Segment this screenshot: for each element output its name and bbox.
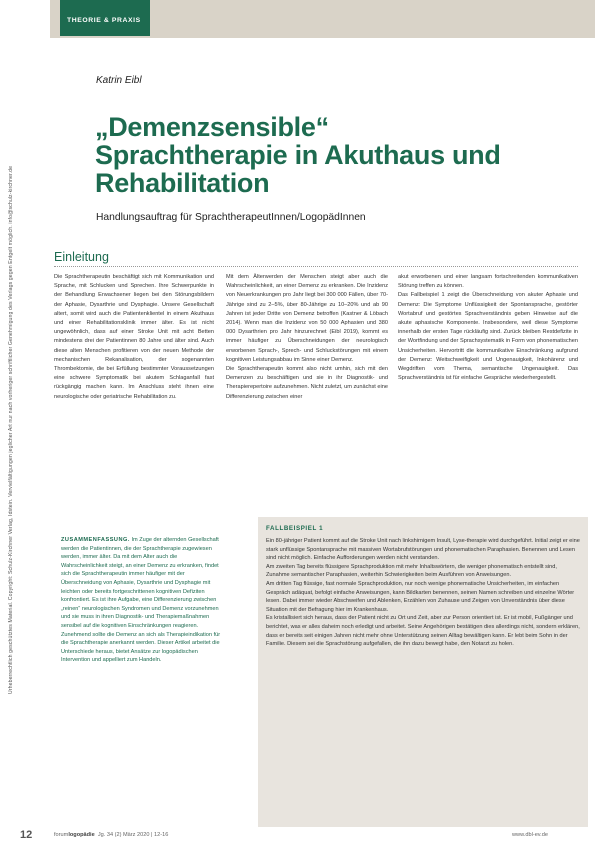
page-number: 12 [20,829,33,841]
article-subtitle: Handlungsauftrag für SprachtherapeutInnen/LogopädInnen [96,212,366,223]
summary-block [61,536,223,665]
section-label: THEORIE & PRAXIS [67,17,141,24]
author-name: Katrin Eibl [96,75,142,86]
body-column-3 [398,273,578,383]
case-paragraph: Am zweiten Tag bereits flüssigere Sprachproduktion mit mehr Inhaltswörtern, die weniger phonematisch entstellt sind, Zunahme semantischer Paraphasien, weiterhin Schwierigkeiten beim Ausführen von Anweisungen. [266,563,557,579]
summary-heading: ZUSAMMENFASSUNG. [61,537,130,543]
body-column-2 [226,273,388,402]
journal-prefix: forum [54,832,69,838]
copyright-notice: Urheberrechtlich geschütztes Material. Copyright: Schulz-Kirchner Verlag, Idstein. Vervielfältigungen jeglicher Art nur nach vorheriger schriftlicher Genehmigung des Verlags gegen Entgelt möglich. info@schulz-kirchner.de [8,165,14,695]
case-paragraph: Es kristallisiert sich heraus, dass der Patient nicht zu Ort und Zeit, aber zur Person orientiert ist. Er ist mobil, Fußgänger und berichtet, was er alles daheim noch erledigt und arbeitet. Seine Angehörigen bestätigen dies allerdings nicht, sondern erklären, dass er bereits seit einigen Jahren nicht mehr ohne Unterstützung seinen Alltag bewältigen kann. Er lebt beim Sohn in der Familie. Diesem sei die Sprachstörung aufgefallen, die ihn dazu bewegt habe, den Notarzt zu holen. [266,615,580,648]
paragraph: Die Sprachtherapeutin kommt also nicht umhin, sich mit den Demenzen zu beschäftigen und sie in ihr Diagnostik- und Therapierepertoire aufzunehmen. Nicht zuletzt, um zunächst eine Differenzierung zwischen einer [226,366,388,400]
paragraph: Das Fallbeispiel 1 zeigt die Überschneidung von akuter Aphasie und Demenz: Die Symptome Unflüssigkeit der Spontansprache, gestörter Wortabruf und gestörtes Sprachverständnis geben Hinweise auf die akute aphasische Komponente. Insbesondere, weil diese Symptome innerhalb der ersten Tage rückläufig sind. Zurück bleiben Restdefizite in der Wortfindung und der Sprachsystematik in Form von phonematischen Unsicherheiten. Hervortritt die kommunikative Einschränkung aufgrund der Demenz: Weitschweifigkeit und Ungenauigkeit, Inkohärenz und Wegdriften vom Thema, semantische Ungenauigkeit. Das Sprachverständnis ist für einfache Gespräche wiederhergestellt. [398,292,578,382]
section-divider [54,266,578,267]
case-example-text [266,537,582,649]
publisher-url: www.dbl-ev.de [512,832,548,838]
journal-citation [54,832,168,838]
paragraph: Mit dem Älterwerden der Menschen steigt aber auch die Wahrscheinlichkeit, an einer Demenz zu erkranken. Die Inzidenz von Neuerkrankungen pro Jahr liegt bei 300 000 Fällen, über 70-Jährige sind zu 2–5%, über 80-Jährige zu 10–20% und ab 90 Jahren ist jeder Dritte von Demenz betroffen (Kastner & Löbach 2014). Wenn man die Inzidenz von 50 000 Aphasien und 380 000 Dysarthrien pro Jahr hinzurechnet (Eibl 2019), kommt es immer häufiger zu Überschneidungen der neurologisch erworbenen Sprach-, Sprech- und Schluckstörungen mit einem kognitiven Leistungsabbau im Sinne einer Demenz. [226,274,388,363]
article-title: „Demenzsensible“ Sprachtherapie in Akuthaus und Rehabilitation [95,112,501,198]
journal-brand: logopädie [68,832,95,838]
copyright-sidebar [0,0,24,842]
intro-heading: Einleitung [54,250,109,264]
body-column-1 [54,273,214,402]
case-paragraph: Am dritten Tag flüssige, fast normale Sprachproduktion, nur noch wenige phonematische Unsicherheiten, im einfachen Gespräch adäquat, befolgt einfache Anweisungen, kann Bildkarten benennen, seinen Namen schreiben und einzelne Wörter lesen. Dabei immer wieder Abschweifen und Ablenken, Erzählen von Zuhause und Zeigen von Unverständnis über diese Situation mit der Befragung hier im Krankenhaus. [266,580,575,613]
case-paragraph: Ein 80-jähriger Patient kommt auf die Stroke Unit nach linkshirnigem Insult, Lyse-therapie wird durchgeführt. Initial zeigt er eine stark unflüssige Spontansprache mit massiven Wortabrufstörungen und phonematischen Paraphasien. Benennen und Lesen sind nicht möglich. Einfache Aufforderungen werden nicht verstanden. [266,538,580,562]
case-example-heading: FALLBEISPIEL 1 [266,525,324,532]
summary-text: Im Zuge der alternden Gesellschaft werden die Patientinnen, die der Sprachtherapie zugewiesen werden, immer älter. Da mit dem Alter auch die Wahrscheinlichkeit steigt, an einer Demenz zu erkranken, findet sich die Sprachtherapeutin immer häufiger mit der Überschneidung von Aphasie, Dysarthrie und Dysphagie mit leichten oder bereits fortgeschrittenen kognitiven Defiziten konfrontiert. Es ist ihre Aufgabe, eine Differenzierung zwischen „reinen“ neurologischen Syndromen und Demenz vorzunehmen und sie muss in ihren Diagnostik- und Therapiemaßnahmen sensibel auf die kognitiven Einschränkungen reagieren. Zunehmend sollte die Demenz an sich als Therapieindikation für die Sprachtherapie anerkannt werden. Dieser Artikel arbeitet die Unterschiede heraus, bietet Ansätze zur logopädischen Intervention und appelliert zum Handeln. [61,537,221,664]
paragraph: akut erworbenen und einer langsam fortschreitenden kommunikativen Störung treffen zu können. [398,274,578,290]
paragraph: Die Sprachtherapeutin beschäftigt sich mit Kommunikation und Sprache, mit Schlucken und Sprechen. Ihre Schwerpunkte in der Behandlung Erwachsener liegen bei den Störungsbildern der Aphasie, Dysarthrie und Dysphagie. Unsere Gesellschaft altert, somit wird auch die Patientenklientel in einem Akuthaus und einer Rehabilitationsklinik immer älter. Es ist nicht ungewöhnlich, dass auf einer Stroke Unit mit acht Betten mindestens drei der Patientinnen 80 Jahre und älter sind. Auch diese alten Menschen profitieren von der neuen Methode der mechanischen Rekanalisation, der sogenannten Thrombektomie, die bei Erfüllung bestimmter Voraussetzungen eine schwere Symptomatik bei akutem Schlaganfall fast rückgängig machen kann. Im Anschluss steht ihnen eine neurologische oder geriatrische Rehabilitation zu. [54,274,214,400]
journal-issue: Jg. 34 (2) März 2020 | 12-16 [97,832,169,838]
